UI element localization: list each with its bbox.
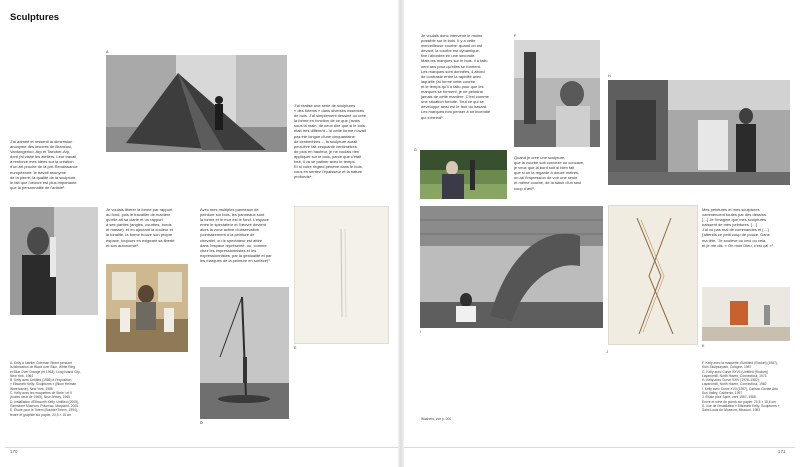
photo-figure-g	[420, 150, 507, 199]
captions-left: A. Kelly à l'atelier Coleman Street pendant la fabrication de Black over Blue, White Ring et Blue Over Orange (et 1963), Long Island City, New York, 1964 B. Kelly avec Untitled (1986) à l'exposition « Ellsworth Kelly: Sculptures » (Blum Helman Warehouse), New York, 1986 C. Kelly avec les maquettes de Stele I et II (toutes deux de 1965), New Jersey, 1965 D. Installation d'Ellsworth Kelly, Untitled (2005), Glenstone Museum, Potomac, Maryland, 2005 E. Étude pour le Totem (Boulder Totem, 1994), feutre et graphite sur papier, 20,5 × 15 cm	[10, 361, 81, 417]
photo-figure-d-graphic	[200, 287, 289, 419]
drawing-figure-e	[294, 206, 389, 344]
photo-figure-b-graphic	[10, 207, 98, 315]
text-column-5: Je voulais donc intervenir le moins possible sur le bois. Il y a cette merveilleuse courbe: quand on est devant, la courbe est dynamique, fixe l'abordée en une seconde. Mais les marques sur le bois, il a fallu cent ans pour qu'elles se forment. Les marques sont données, il abord de contraste entre la rapidité avec laquelle j'ai formé cette courbe et le temps qu'il a fallu pour que les marques se forment, je ne peindrai jamais de cette manière. C'est comme une situation fortuite. Tout ce qui se développe ainsi est le fruit du hasard. Les marques font penser à un incendie qui s'éteind⁵.	[421, 33, 491, 120]
drawing-figure-j	[608, 205, 698, 345]
photo-figure-g-graphic	[420, 150, 507, 199]
text-column-7: Mes peintures et mes sculptures commencent toutes par des dessins. […] Je l'imagine que mes sculptures naissent de mes peintures. […] J'ai vu pas mal de commandes et […] j'attends ce petit coup de pouce. Dans ma tête, 'Je soulève ou ceci ou cela, et je me dis: « Oh mon Dieu, c'est ça! »⁷	[702, 207, 774, 248]
text-column-3: Avec mes multiples panneaux de peinture sur bois, les panneaux sont la forme et le mur est le fond. L'espace entre le spectateur et l'œuvre devient alors la zone active d'observation (contrairement à la peinture de chevalet, où le spectateur est attiré dans l'espace représenté, ou, comme chez les impressionnistes et les expressionnistes, par la gestualité et par les marques de la peinture en surface)³.	[200, 207, 272, 263]
figure-label-d: D	[200, 421, 203, 425]
photo-figure-h	[608, 80, 790, 185]
drawing-figure-e-graphic	[295, 207, 389, 344]
page-number-right: 171	[778, 449, 786, 454]
figure-label-g: G	[414, 148, 417, 152]
text-column-1: J'ai admiré et ressenti la dimension anonyme des œuvres de Brancusi, Vantongerloo, Arp et Taeuber-Arp, dont j'ai visité les ateliers. Leur travail a renforcé mes idées sur la création d'un art proche de la pré-Renaissance européenne: le travail anonyme de la pierre, la qualité de la sculpture, le fait que l'œuvre est plus importante que la personnalité de l'artiste¹.	[10, 139, 78, 190]
figure-label-a: A	[106, 50, 109, 54]
page-number-left: 170	[10, 449, 18, 454]
photo-figure-a	[106, 55, 287, 152]
figure-label-f: F	[514, 34, 517, 38]
photo-figure-i	[420, 206, 603, 328]
text-column-2: Je voulais libérer la forme par rapport au fond, puis le travailler de manière qu'elle ait sa clarté et un rapport à ses parties (angles, courbes, bords et masse); et en ajoutant la couleur et la tonalité, la forme trouve son propre espace, toujours en exigeant sa liberté et son autonomie².	[106, 207, 175, 248]
text-column-6: Quand je crée une sculpture, que la courbe soit convexe ou concave, je veux que la bord soit si bien fait que si on la regarde à douze mètres, on ait l'impression de voir une seule et même courbe, de la saisir d'un seul coup d'œil⁶.	[514, 155, 585, 191]
photo-figure-c-graphic	[106, 264, 188, 352]
photo-figure-k-graphic	[702, 287, 790, 341]
text-column-4: J'ai réalisé une série de sculptures « des totems » dans diverses essences de bois. J'ai simplement dessiné ou créé la forme en fonction de ce que j'avais sous la main, de ceux dire que si le bois était très différent – si cette forme n'avait pas été longue d'une cinquantaine de centimètres –, la sculpture aurait peut-être fait cinquante centimètres de plus en hauteur, je ne voulais rien appliquer sur le bois, parce que c'était tout, il va se patiner avec le temps. Et si votre regard pénètre dans le bois, vous en sentez l'épaisseur et la nature profonde⁴.	[294, 103, 366, 180]
figure-label-j: J	[606, 350, 608, 354]
figure-label-i: I	[420, 330, 421, 334]
captions-right: F. Kelly avec la maquette d'Untitled (Rocket) (1987), Köln Skulpturpark, Cologne, 1987 G. Kelly avec Curve XXVII (Untitled (Rocket)) Layanomill, North Haven, Connecticut, 1973 H. Kelly avec Curve XXIV (1978–1982), Layanomill, North Haven, Connecticut, 1982 I. Kelly avec Curve XVII (1997), Carlson-Gorlan Arts Sun Valley, Californie, 1997 J. Étude pour Spire, vers 1967–1968, Encre et mine de plomb sur papier, 20,5 × 15,6 cm K. Vue de l'installation « Ellsworth Kelly: Sculptures », Saint Louis Art Museum, Missouri, 1983	[702, 361, 781, 413]
photo-figure-a-graphic	[106, 55, 287, 152]
figure-label-h: H	[608, 74, 611, 78]
photo-figure-f-graphic	[514, 40, 600, 147]
drawing-figure-j-graphic	[609, 206, 698, 345]
figure-label-k: K	[702, 344, 705, 348]
photo-figure-c	[106, 264, 188, 352]
photo-figure-h-graphic	[608, 80, 790, 185]
photo-figure-i-graphic	[420, 206, 603, 328]
page-title: Sculptures	[10, 12, 60, 23]
figure-label-e: E	[294, 346, 297, 350]
captions-middle: Washers, voir p. 000	[421, 417, 452, 421]
book-gutter	[398, 0, 404, 467]
photo-figure-f	[514, 40, 600, 147]
photo-figure-d	[200, 287, 289, 419]
photo-figure-b	[10, 207, 98, 315]
photo-figure-k	[702, 287, 790, 341]
